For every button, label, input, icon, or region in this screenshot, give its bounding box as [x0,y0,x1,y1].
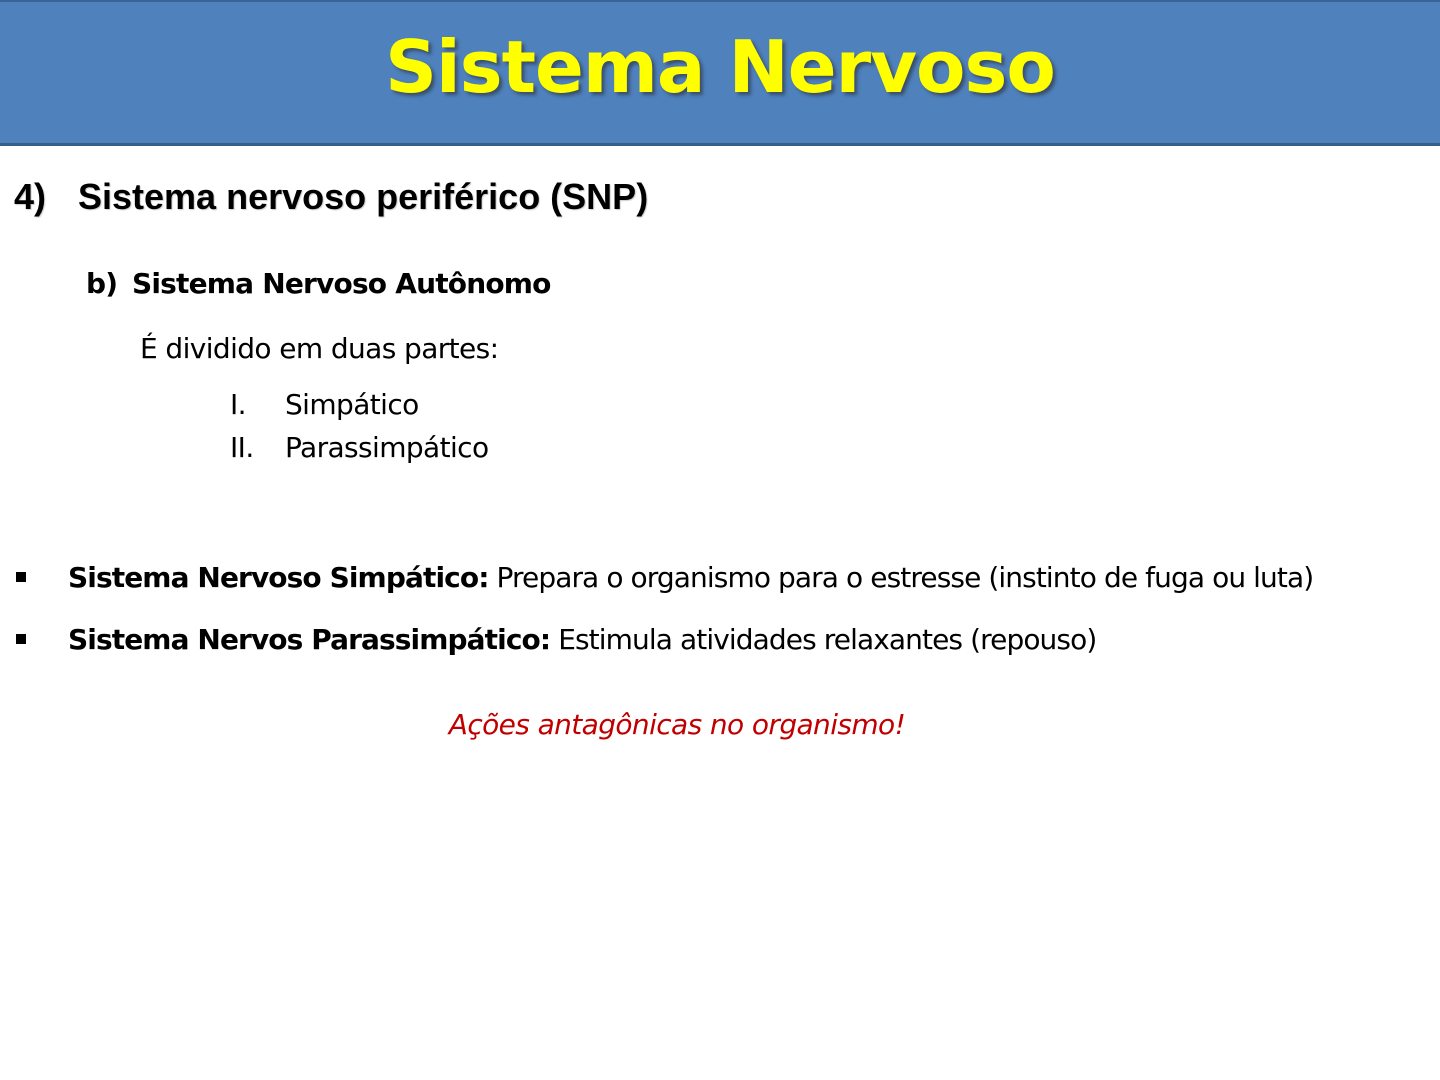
parts-list [230,386,489,472]
subsection-heading [86,267,551,300]
section-heading [14,176,648,218]
list-item [230,429,489,472]
bullet-term: Sistema Nervoso Simpático: [68,561,489,594]
bullet-term: Sistema Nervos Parassimpático: [68,623,551,656]
bullet-item-parassimpatico [16,622,1313,684]
square-bullet-icon [16,572,26,582]
bullet-text: Estimula atividades relaxantes (repouso) [550,623,1097,656]
subsection-letter: b) [86,267,118,300]
subsection-label: Sistema Nervoso Autônomo [132,267,551,300]
square-bullet-icon [16,634,26,644]
title-bar [0,0,1440,146]
slide-title: Sistema Nervoso [385,24,1055,109]
bullet-list [16,560,1313,684]
roman-numeral: I. [230,388,246,421]
bullet-item-simpatico [16,560,1313,622]
part-label: Simpático [285,388,419,421]
section-label: Sistema nervoso periférico (SNP) [78,176,649,217]
roman-numeral: II. [230,431,254,464]
section-number: 4) [14,176,47,217]
list-item [230,386,489,429]
intro-text: É dividido em duas partes: [140,332,499,365]
highlight-note: Ações antagônicas no organismo! [448,708,906,741]
part-label: Parassimpático [285,431,489,464]
bullet-text: Prepara o organismo para o estresse (instinto de fuga ou luta) [488,561,1314,594]
